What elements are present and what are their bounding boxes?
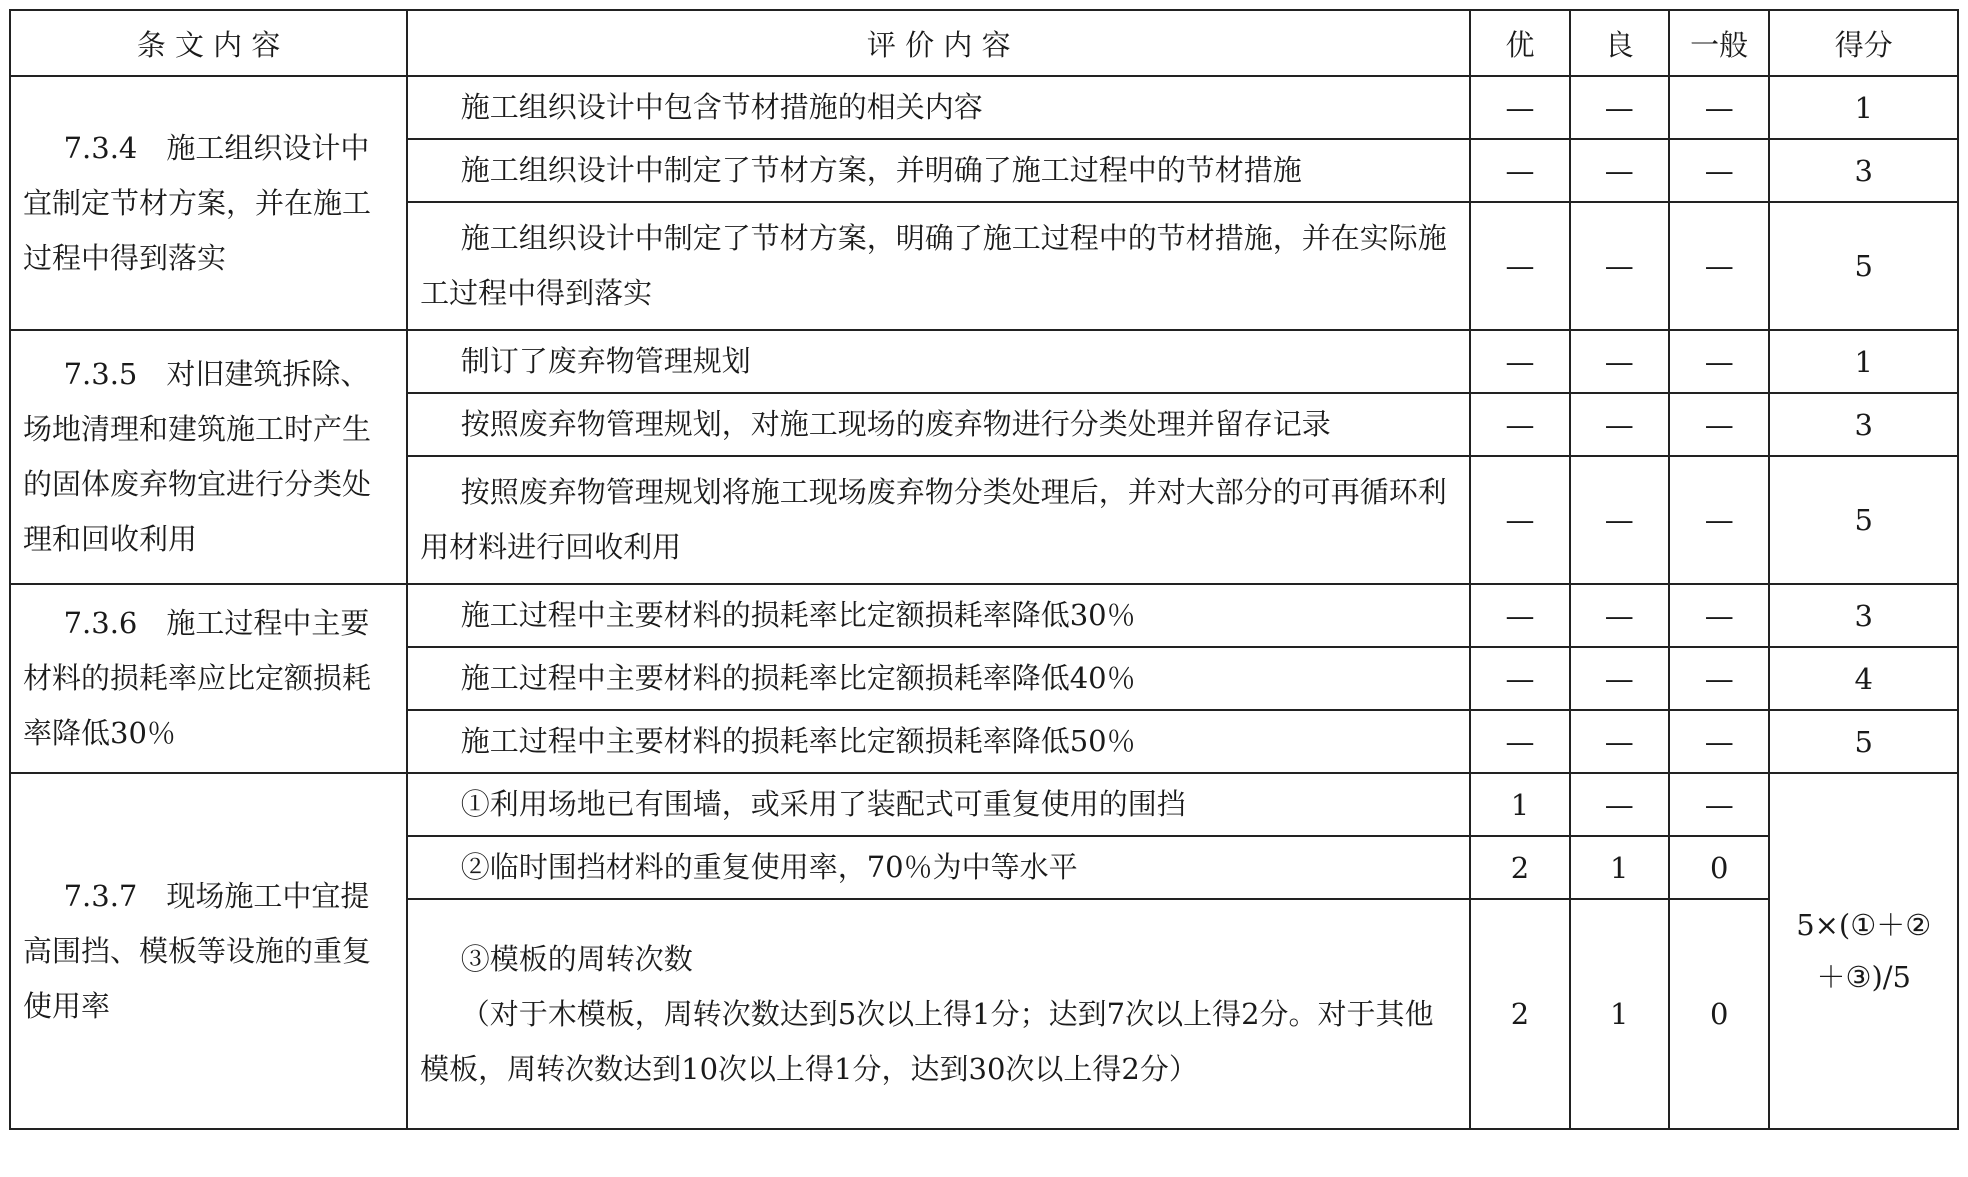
header-clause: 条 文 内 容 — [10, 10, 407, 76]
formula-score-cell: 5×(①＋②＋③)/5 — [1769, 773, 1958, 1129]
average-cell: — — [1669, 393, 1770, 456]
content-cell — [407, 710, 1470, 773]
clause-text: 7.3.4 施工组织设计中宜制定节材方案，并在施工过程中得到落实 — [23, 130, 372, 275]
header-content: 评 价 内 容 — [407, 10, 1470, 76]
content-text: 施工过程中主要材料的损耗率比定额损耗率降低40％ — [460, 661, 1136, 695]
table-row — [10, 330, 1958, 393]
excellent-cell: — — [1470, 202, 1569, 330]
excellent-cell: — — [1470, 584, 1569, 647]
content-cell — [407, 836, 1470, 899]
content-text: ③模板的周转次数 — [460, 941, 693, 976]
good-cell: — — [1570, 647, 1669, 710]
good-cell: — — [1570, 393, 1669, 456]
excellent-cell: — — [1470, 456, 1569, 584]
table-row — [10, 584, 1958, 647]
header-score: 得分 — [1769, 10, 1958, 76]
average-cell: — — [1669, 773, 1770, 836]
content-text: 按照废弃物管理规划将施工现场废弃物分类处理后，并对大部分的可再循环利用材料进行回收利用 — [420, 475, 1447, 564]
score-cell: 3 — [1769, 139, 1958, 202]
content-cell — [407, 139, 1470, 202]
average-cell: — — [1669, 456, 1770, 584]
average-cell: 0 — [1669, 899, 1770, 1129]
header-average: 一般 — [1669, 10, 1770, 76]
content-cell — [407, 76, 1470, 139]
good-cell: — — [1570, 330, 1669, 393]
good-cell: — — [1570, 773, 1669, 836]
content-text: ①利用场地已有围墙，或采用了装配式可重复使用的围挡 — [460, 787, 1186, 821]
content-cell — [407, 330, 1470, 393]
excellent-cell: 1 — [1470, 773, 1569, 836]
content-text: 施工组织设计中制定了节材方案，并明确了施工过程中的节材措施 — [460, 153, 1302, 187]
content-text: 按照废弃物管理规划，对施工现场的废弃物进行分类处理并留存记录 — [460, 407, 1331, 441]
score-cell: 1 — [1769, 76, 1958, 139]
score-cell: 5 — [1769, 456, 1958, 584]
content-text: 施工组织设计中包含节材措施的相关内容 — [460, 90, 983, 124]
table-row — [10, 773, 1958, 836]
good-cell: — — [1570, 710, 1669, 773]
good-cell: — — [1570, 139, 1669, 202]
good-cell: — — [1570, 76, 1669, 139]
header-good: 良 — [1570, 10, 1669, 76]
average-cell: — — [1669, 710, 1770, 773]
content-text: ②临时围挡材料的重复使用率，70％为中等水平 — [460, 850, 1078, 884]
average-cell: — — [1669, 76, 1770, 139]
average-cell: — — [1669, 202, 1770, 330]
header-excellent: 优 — [1470, 10, 1569, 76]
evaluation-table — [9, 9, 1959, 1130]
score-cell: 3 — [1769, 393, 1958, 456]
good-cell: 1 — [1570, 836, 1669, 899]
average-cell: 0 — [1669, 836, 1770, 899]
good-cell: — — [1570, 456, 1669, 584]
content-note: （对于木模板，周转次数达到5次以上得1分；达到7次以上得2分。对于其他模板，周转次数达到10次以上得1分，达到30次以上得2分） — [420, 996, 1434, 1086]
good-cell: — — [1570, 202, 1669, 330]
clause-cell — [10, 76, 407, 330]
clause-cell — [10, 773, 407, 1129]
excellent-cell: — — [1470, 76, 1569, 139]
average-cell: — — [1669, 647, 1770, 710]
excellent-cell: — — [1470, 393, 1569, 456]
excellent-cell: — — [1470, 647, 1569, 710]
content-cell — [407, 584, 1470, 647]
clause-text: 7.3.6 施工过程中主要材料的损耗率应比定额损耗率降低30％ — [23, 606, 372, 750]
average-cell: — — [1669, 139, 1770, 202]
content-cell — [407, 647, 1470, 710]
table-row — [10, 76, 1958, 139]
clause-cell — [10, 584, 407, 773]
excellent-cell: — — [1470, 139, 1569, 202]
score-cell: 4 — [1769, 647, 1958, 710]
content-cell — [407, 202, 1470, 330]
content-cell — [407, 773, 1470, 836]
content-text: 施工过程中主要材料的损耗率比定额损耗率降低50％ — [460, 724, 1136, 758]
score-cell: 3 — [1769, 584, 1958, 647]
excellent-cell: — — [1470, 330, 1569, 393]
score-cell: 5 — [1769, 710, 1958, 773]
clause-text: 7.3.5 对旧建筑拆除、场地清理和建筑施工时产生的固体废弃物宜进行分类处理和回收利用 — [23, 357, 372, 556]
content-cell — [407, 899, 1470, 1129]
header-row — [10, 10, 1958, 76]
excellent-cell: 2 — [1470, 899, 1569, 1129]
score-cell: 5 — [1769, 202, 1958, 330]
clause-cell — [10, 330, 407, 584]
good-cell: 1 — [1570, 899, 1669, 1129]
score-cell: 1 — [1769, 330, 1958, 393]
content-text: 施工组织设计中制定了节材方案，明确了施工过程中的节材措施，并在实际施工过程中得到落实 — [420, 221, 1447, 310]
content-cell — [407, 456, 1470, 584]
average-cell: — — [1669, 584, 1770, 647]
excellent-cell: — — [1470, 710, 1569, 773]
clause-text: 7.3.7 现场施工中宜提高围挡、模板等设施的重复使用率 — [23, 878, 372, 1023]
average-cell: — — [1669, 330, 1770, 393]
content-text: 施工过程中主要材料的损耗率比定额损耗率降低30％ — [460, 598, 1136, 632]
content-cell — [407, 393, 1470, 456]
excellent-cell: 2 — [1470, 836, 1569, 899]
content-text: 制订了废弃物管理规划 — [460, 344, 751, 378]
good-cell: — — [1570, 584, 1669, 647]
